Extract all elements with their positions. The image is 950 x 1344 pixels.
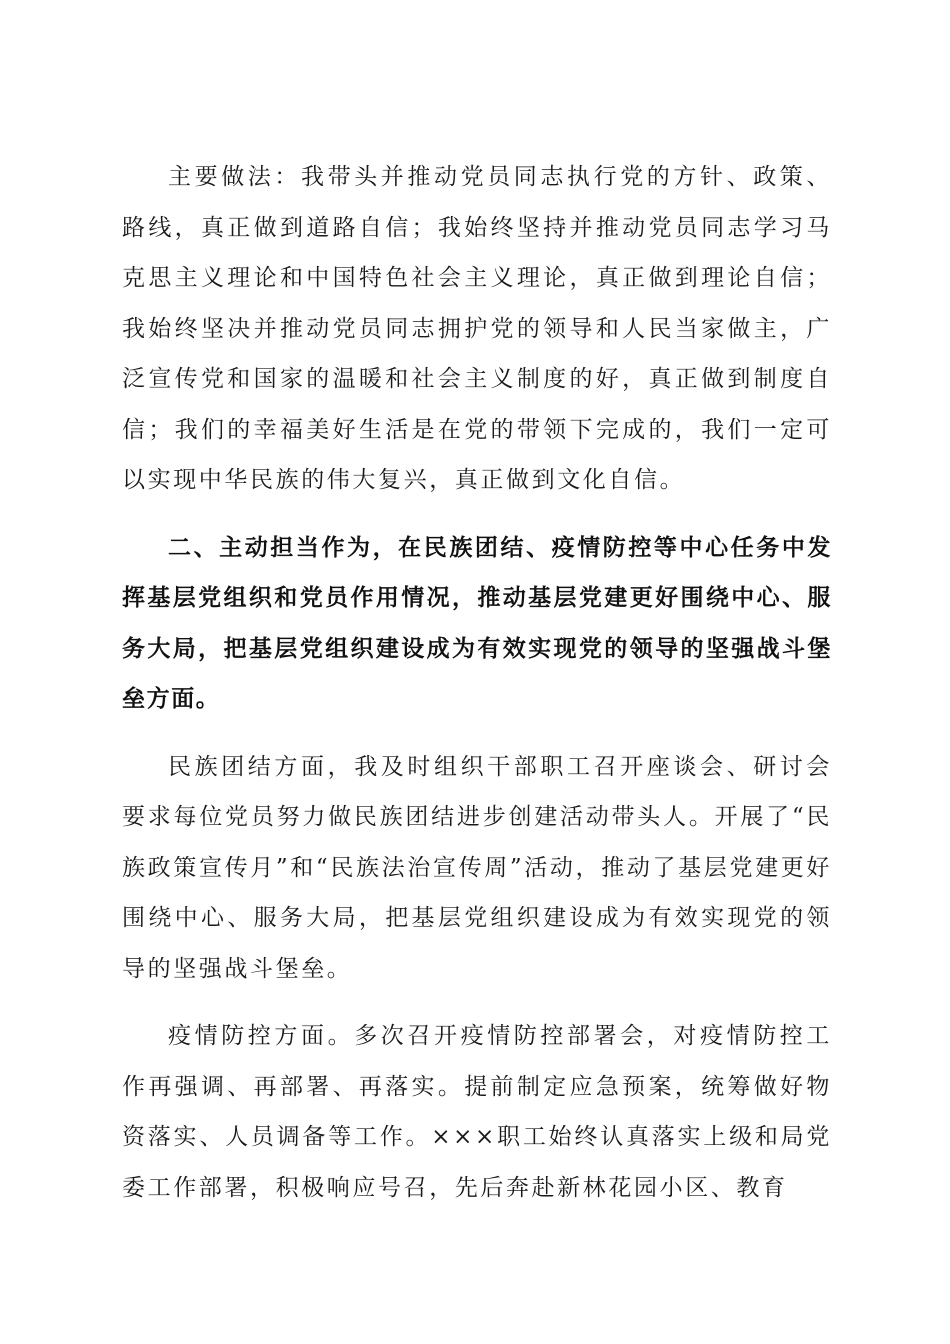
paragraph-main-practices: 主要做法：我带头并推动党员同志执行党的方针、政策、路线，真正做到道路自信；我始终坚持并推动党员同志学习马克思主义理论和中国特色社会主义理论，真正做到理论自信；我始终坚决并推动党员同志拥护党的领导和人民当家做主，广泛宣传党和国家的温暖和社会主义制度的好，真正做到制度自信；我们的幸福美好生活是在党的带领下完成的，我们一定可以实现中华民族的伟大复兴，真正做到文化自信。 [122, 164, 832, 493]
paragraph-epidemic-control: 疫情防控方面。多次召开疫情防控部署会，对疫情防控工作再强调、再部署、再落实。提前制定应急预案，统筹做好物资落实、人员调备等工作。×××职工始终认真落实上级和局党委工作部署，积极响应号召，先后奔赴新林花园小区、教育 [122, 1023, 832, 1201]
paragraph-ethnic-unity: 民族团结方面，我及时组织干部职工召开座谈会、研讨会要求每位党员努力做民族团结进步创建活动带头人。开展了“民族政策宣传月”和“民族法治宣传周”活动，推动了基层党建更好围绕中心、服务大局，把基层党组织建设成为有效实现党的领导的坚强战斗堡垒。 [122, 753, 832, 982]
section-heading-two: 二、主动担当作为，在民族团结、疫情防控等中心任务中发挥基层党组织和党员作用情况，推动基层党建更好围绕中心、服务大局，把基层党组织建设成为有效实现党的领导的坚强战斗堡垒方面。 [122, 534, 832, 712]
document-body [122, 152, 832, 1230]
